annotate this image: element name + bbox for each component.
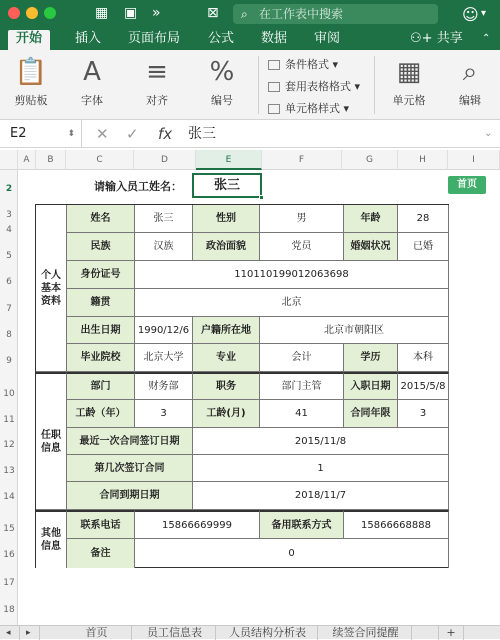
column-header-f[interactable]: F — [262, 150, 342, 170]
collapse-ribbon-icon[interactable]: ⌃ — [482, 33, 491, 44]
cell-style-label: 单元格样式 — [285, 102, 340, 115]
tab-review[interactable]: 审阅 — [314, 31, 341, 46]
column-header-c[interactable]: C — [66, 150, 134, 170]
cell-style-button[interactable]: 单元格样式 ▾ — [268, 100, 349, 116]
insert-function-icon[interactable]: fx — [158, 125, 173, 143]
term-label: 合同年限 — [344, 400, 398, 428]
font-group[interactable] — [72, 54, 112, 108]
clipboard-label: 剪贴板 — [14, 94, 48, 107]
cells-icon: ▦ — [396, 57, 422, 87]
sheet-search-box[interactable] — [233, 4, 438, 24]
row-header[interactable]: 14 — [3, 492, 15, 502]
edit-label: 编辑 — [459, 94, 481, 107]
conditional-format-label: 条件格式 — [285, 58, 329, 71]
smiley-feedback-icon[interactable]: ☺ — [462, 5, 479, 24]
table-format-label: 套用表格格式 — [285, 80, 351, 93]
column-header-d[interactable]: D — [134, 150, 196, 170]
select-all-corner[interactable] — [0, 150, 18, 170]
major-label: 专业 — [193, 344, 260, 372]
months-label: 工龄(月) — [193, 400, 260, 428]
expire-label: 合同到期日期 — [67, 482, 193, 510]
table-format-button[interactable]: 套用表格格式 ▾ — [268, 78, 360, 94]
post-value[interactable]: 部门主管 — [260, 372, 344, 400]
tab-home[interactable]: 开始 — [8, 30, 50, 50]
native-value[interactable]: 北京 — [135, 289, 449, 317]
months-value[interactable]: 41 — [260, 400, 344, 428]
conditional-format-button[interactable]: 条件格式 ▾ — [268, 56, 338, 72]
row-header[interactable]: 4 — [6, 225, 12, 235]
phone-value[interactable]: 15866669999 — [135, 510, 260, 539]
next-sheet-icon[interactable]: ▸ — [20, 626, 40, 640]
employee-name-input[interactable] — [192, 173, 262, 198]
ribbon — [0, 50, 500, 120]
birth-value[interactable]: 1990/12/6 — [135, 317, 193, 344]
row-header[interactable]: 16 — [3, 550, 15, 560]
name-box[interactable] — [0, 120, 82, 148]
age-value[interactable]: 28 — [398, 205, 449, 233]
note-label: 备注 — [67, 539, 135, 568]
alt-phone-label: 备用联系方式 — [260, 510, 344, 539]
marital-value[interactable]: 已婚 — [398, 233, 449, 261]
degree-label: 学历 — [344, 344, 398, 372]
find-icon: ⌕ — [462, 57, 478, 87]
search-icon: ⌕ — [241, 7, 248, 21]
zoom-window-button[interactable] — [44, 7, 56, 19]
join-value[interactable]: 2015/5/8 — [398, 372, 449, 400]
ethnic-value[interactable]: 汉族 — [135, 233, 193, 261]
save-icon[interactable]: ▣ — [124, 5, 138, 21]
clipboard-icon: 📋 — [14, 57, 48, 87]
search-placeholder: 在工作表中搜索 — [259, 7, 344, 21]
gender-value[interactable]: 男 — [260, 205, 344, 233]
percent-icon: % — [209, 57, 235, 87]
tab-formulas[interactable]: 公式 — [208, 31, 235, 46]
add-sheet-icon[interactable]: + — [438, 626, 464, 640]
row-header[interactable]: 7 — [6, 304, 12, 314]
years-label: 工龄（年） — [67, 400, 135, 428]
sheet-tab-home[interactable]: 首页 — [62, 626, 132, 640]
employee-name-prompt: 请输入员工姓名： — [94, 180, 182, 193]
row-header[interactable]: 13 — [3, 466, 15, 476]
politics-label: 政治面貌 — [193, 233, 260, 261]
employee-form — [35, 204, 449, 568]
term-value[interactable]: 3 — [398, 400, 449, 428]
column-header-e[interactable]: E — [196, 150, 262, 170]
tab-data[interactable]: 数据 — [261, 31, 288, 46]
row-header[interactable]: 11 — [3, 415, 15, 425]
expire-value[interactable]: 2018/11/7 — [193, 482, 449, 510]
home-view-icon[interactable]: ▦ — [95, 5, 109, 21]
ribbon-tabs — [0, 28, 500, 50]
font-icon: A — [83, 57, 101, 87]
name-box-dropdown-icon[interactable]: ⬍ — [67, 129, 75, 139]
align-group[interactable] — [137, 54, 177, 108]
sheet-tab-bar — [0, 625, 500, 639]
row-header[interactable]: 18 — [3, 605, 15, 615]
alt-phone-value[interactable]: 15866668888 — [344, 510, 449, 539]
sheet-tab-renewal[interactable]: 续签合同提醒 — [320, 626, 412, 640]
native-label: 籍贯 — [67, 289, 135, 317]
row-header[interactable]: 5 — [6, 251, 12, 261]
edit-group[interactable] — [450, 54, 490, 108]
feedback-chevron-icon[interactable]: ▾ — [481, 8, 487, 19]
last-sign-label: 最近一次合同签订日期 — [67, 428, 193, 455]
hukou-value[interactable]: 北京市朝阳区 — [260, 317, 449, 344]
note-value[interactable]: 0 — [135, 539, 449, 568]
tab-page-layout[interactable]: 页面布局 — [128, 31, 181, 46]
ribbon-divider — [258, 56, 259, 114]
dept-value[interactable]: 财务部 — [135, 372, 193, 400]
section-personal: 个人 基本 资料 — [36, 205, 67, 372]
age-label: 年龄 — [344, 205, 398, 233]
column-header-b[interactable]: B — [36, 150, 66, 170]
excel-app-icon: ⊠ — [207, 5, 219, 21]
degree-value[interactable]: 本科 — [398, 344, 449, 372]
title-bar — [0, 0, 500, 28]
major-value[interactable]: 会计 — [260, 344, 344, 372]
name-box-value: E2 — [10, 126, 27, 141]
confirm-icon[interactable]: ✓ — [126, 125, 139, 143]
birth-label: 出生日期 — [67, 317, 135, 344]
last-sign-value[interactable]: 2015/11/8 — [193, 428, 449, 455]
section-other: 其他 信息 — [36, 510, 67, 568]
phone-label: 联系电话 — [67, 510, 135, 539]
row-header[interactable]: 2 — [5, 184, 13, 194]
column-header-i[interactable]: I — [448, 150, 500, 170]
number-label: 编号 — [211, 94, 233, 107]
cell-style-icon — [268, 104, 280, 114]
row-header[interactable]: 8 — [6, 330, 12, 340]
sheet-tab-structure[interactable]: 人员结构分析表 — [218, 626, 318, 640]
politics-value[interactable]: 党员 — [260, 233, 344, 261]
gender-label: 性别 — [193, 205, 260, 233]
sheet-tab-employees[interactable]: 员工信息表 — [134, 626, 216, 640]
row-header[interactable]: 17 — [3, 578, 15, 588]
times-value[interactable]: 1 — [193, 455, 449, 482]
column-headers — [0, 150, 500, 170]
font-label: 字体 — [81, 94, 103, 107]
school-label: 毕业院校 — [67, 344, 135, 372]
align-label: 对齐 — [146, 94, 168, 107]
name-label: 姓名 — [67, 205, 135, 233]
align-icon: ≡ — [146, 57, 168, 87]
table-format-icon — [268, 82, 280, 92]
row-header[interactable]: 15 — [3, 524, 15, 534]
ethnic-label: 民族 — [67, 233, 135, 261]
times-label: 第几次签订合同 — [67, 455, 193, 482]
section-job: 任职 信息 — [36, 372, 67, 510]
years-value[interactable]: 3 — [135, 400, 193, 428]
id-value[interactable]: 110110199012063698 — [135, 261, 449, 289]
row-header[interactable]: 10 — [3, 389, 15, 399]
cells-group[interactable] — [386, 54, 432, 108]
prev-sheet-icon[interactable]: ◂ — [0, 626, 20, 640]
join-label: 入职日期 — [344, 372, 398, 400]
dept-label: 部门 — [67, 372, 135, 400]
row-header[interactable]: 6 — [6, 277, 12, 287]
ribbon-divider — [374, 56, 375, 114]
cancel-icon[interactable]: ✕ — [96, 125, 109, 143]
close-window-button[interactable] — [8, 7, 20, 19]
column-header-h[interactable]: H — [398, 150, 448, 170]
school-value[interactable]: 北京大学 — [135, 344, 193, 372]
expand-formula-icon[interactable]: ⌄ — [484, 128, 493, 139]
formula-input[interactable]: 张三 — [188, 126, 216, 142]
tab-insert[interactable]: 插入 — [75, 31, 102, 46]
home-button[interactable]: 首页 — [448, 176, 486, 194]
column-header-g[interactable]: G — [342, 150, 398, 170]
post-label: 职务 — [193, 372, 260, 400]
share-button[interactable] — [410, 30, 463, 48]
formula-bar — [0, 120, 500, 148]
row-headers — [0, 170, 18, 625]
employee-name-value: 张三 — [213, 178, 240, 193]
share-person-icon: ⚇+ — [410, 31, 433, 46]
id-label: 身份证号 — [67, 261, 135, 289]
minimize-window-button[interactable] — [26, 7, 38, 19]
fill-handle[interactable] — [259, 195, 264, 200]
name-value[interactable]: 张三 — [135, 205, 193, 233]
number-group[interactable] — [202, 54, 242, 108]
column-header-a[interactable]: A — [18, 150, 36, 170]
more-commands-icon[interactable]: » — [152, 5, 161, 21]
row-header[interactable]: 12 — [3, 440, 15, 450]
cells-label: 单元格 — [392, 94, 426, 107]
conditional-format-icon — [268, 60, 280, 70]
hukou-label: 户籍所在地 — [193, 317, 260, 344]
row-header[interactable]: 9 — [6, 356, 12, 366]
clipboard-group[interactable] — [8, 54, 54, 108]
share-label: 共享 — [436, 31, 463, 46]
row-header[interactable]: 3 — [6, 210, 12, 220]
marital-label: 婚姻状况 — [344, 233, 398, 261]
